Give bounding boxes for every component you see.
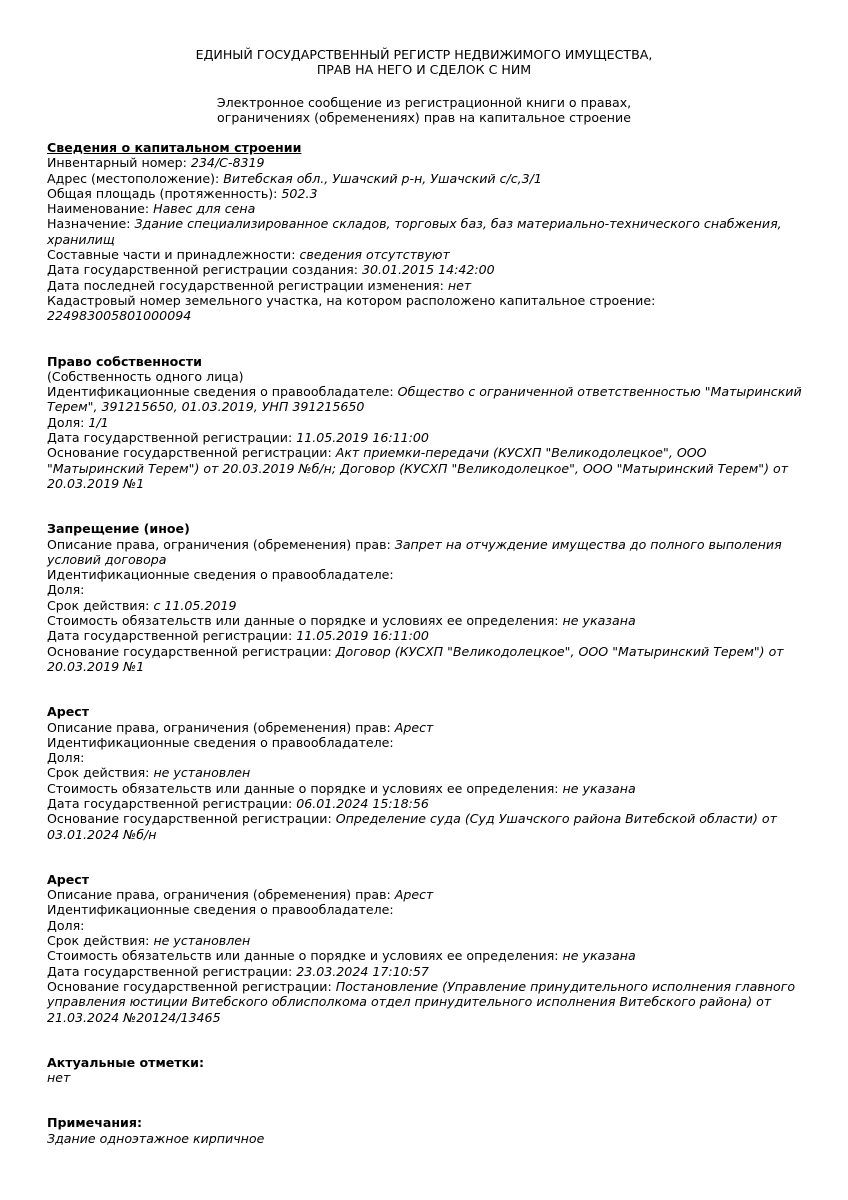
field-label: Составные части и принадлежности: — [47, 247, 300, 263]
cadastral-value: 224983005801000094 — [47, 308, 192, 324]
ownership-section — [47, 354, 807, 492]
subtitle-line-1: Электронное сообщение из регистрационной книги о правах, — [216, 95, 632, 110]
field-value: не указана — [562, 948, 636, 964]
field-label: Основание государственной регистрации: — [47, 811, 336, 827]
registry-title-line-1: ЕДИНЫЙ ГОСУДАРСТВЕННЫЙ РЕГИСТР НЕДВИЖИМОГО ИМУЩЕСТВА, — [195, 47, 653, 62]
field-row — [47, 902, 807, 917]
field-row — [47, 430, 807, 445]
field-value: Здание специализированное складов, торговых баз, баз материально-технического снабжения, хранилищ — [47, 216, 782, 247]
field-row — [47, 964, 807, 979]
field-value: 06.01.2024 15:18:56 — [296, 795, 429, 811]
field-row — [47, 613, 807, 628]
field-row — [47, 979, 807, 1025]
field-value: Договор (КУСХП "Великодолецкое", ООО "Матыринский Терем") от 20.03.2019 №1 — [47, 643, 784, 674]
field-label: Доля: — [47, 917, 85, 933]
field-label: Дата государственной регистрации: — [47, 430, 297, 446]
ownership-note: (Собственность одного лица) — [47, 368, 244, 384]
field-label: Стоимость обязательств или данные о порядке и условиях ее определения: — [47, 613, 563, 629]
field-row — [47, 216, 807, 247]
field-value: Навес для сена — [153, 201, 256, 217]
arrest-1-rows — [47, 720, 807, 842]
field-label: Описание права, ограничения (обременения) прав: — [47, 719, 395, 735]
field-value: не указана — [562, 613, 636, 629]
field-label: Назначение: — [47, 216, 135, 232]
marks-title: Актуальные отметки: — [47, 1054, 204, 1070]
field-value: сведения отсутствуют — [299, 247, 450, 263]
field-value: Арест — [394, 719, 434, 735]
field-row — [47, 887, 807, 902]
field-value: 234/C-8319 — [190, 155, 265, 171]
field-value: 11.05.2019 16:11:00 — [296, 430, 429, 446]
field-label: Описание права, ограничения (обременения) прав: — [47, 536, 395, 552]
field-label: Идентификационные сведения о правообладателе: — [47, 734, 394, 750]
ownership-rows — [47, 384, 807, 491]
field-row — [47, 155, 807, 170]
field-label: Доля: — [47, 750, 85, 766]
field-label: Основание государственной регистрации: — [47, 978, 336, 994]
field-value: 23.03.2024 17:10:57 — [296, 963, 429, 979]
marks-value: нет — [47, 1070, 71, 1086]
field-value: Общество с ограниченной ответственностью "Матыринский Терем", 391215650, 01.03.2019, УНП 391215650 — [47, 384, 802, 415]
field-row — [47, 201, 807, 216]
field-row — [47, 247, 807, 262]
field-value: Постановление (Управление принудительного исполнения главного управления юстиции Витебского облисполкома отдел принудительного исполнения Витебского района) от 21.03.2024 №20124/13465 — [47, 978, 796, 1025]
field-label: Дата государственной регистрации: — [47, 795, 297, 811]
field-row — [47, 720, 807, 735]
arrest-1-title: Арест — [47, 704, 90, 720]
field-label: Доля: — [47, 414, 89, 430]
field-value: Акт приемки-передачи (КУСХП "Великодолецкое", ООО "Матыринский Терем") от 20.03.2019 №б/н; Договор (КУСХП "Великодолецкое", ООО "Матыринский Терем") от 20.03.2019 №1 — [47, 445, 789, 491]
field-label: Стоимость обязательств или данные о порядке и условиях ее определения: — [47, 780, 563, 796]
field-label: Идентификационные сведения о правообладателе: — [47, 567, 394, 583]
field-label: Основание государственной регистрации: — [47, 445, 336, 461]
field-label: Срок действия: — [47, 765, 154, 781]
field-value: не установлен — [153, 765, 251, 781]
notes-title: Примечания: — [47, 1115, 143, 1131]
field-row — [47, 948, 807, 963]
field-value: с 11.05.2019 — [153, 597, 237, 613]
field-label: Адрес (местоположение): — [47, 170, 224, 186]
field-row — [47, 537, 807, 568]
field-row — [47, 933, 807, 948]
field-value: 30.01.2015 14:42:00 — [361, 262, 495, 278]
document-content — [47, 140, 807, 1146]
field-row — [47, 765, 807, 780]
field-row — [47, 171, 807, 186]
prohibition-rows — [47, 537, 807, 675]
field-row — [47, 567, 807, 582]
field-row — [47, 186, 807, 201]
field-label: Дата последней государственной регистрации изменения: — [47, 277, 448, 293]
arrest-2-rows — [47, 887, 807, 1025]
field-value: не указана — [562, 780, 636, 796]
field-row — [47, 278, 807, 293]
field-row — [47, 918, 807, 933]
prohibition-section — [47, 521, 807, 674]
field-label: Описание права, ограничения (обременения) прав: — [47, 887, 395, 903]
field-row — [47, 644, 807, 675]
field-label: Дата государственной регистрации: — [47, 628, 297, 644]
notes-value: Здание одноэтажное кирпичное — [47, 1130, 265, 1146]
prohibition-section-title: Запрещение (иное) — [47, 521, 190, 537]
arrest-section-2 — [47, 872, 807, 1025]
field-label: Дата государственной регистрации: — [47, 963, 297, 979]
field-row — [47, 262, 807, 277]
field-row — [47, 750, 807, 765]
arrest-section-1 — [47, 704, 807, 842]
field-label: Дата государственной регистрации создания: — [47, 262, 362, 278]
field-label: Идентификационные сведения о правообладателе: — [47, 384, 398, 400]
field-value: 502.3 — [281, 185, 318, 201]
subtitle-line-2: ограничениях (обременениях) прав на капитальное строение — [217, 110, 631, 126]
field-value: Определение суда (Суд Ушачского района Витебской области) от 03.01.2024 №б/н — [47, 811, 777, 842]
notes-section — [47, 1115, 807, 1146]
field-value: не установлен — [153, 933, 251, 949]
field-label: Срок действия: — [47, 933, 154, 949]
registry-header — [0, 47, 848, 78]
field-value: Запрет на отчуждение имущества до полного выполения условий договора — [47, 536, 782, 567]
field-label: Основание государственной регистрации: — [47, 643, 336, 659]
field-label: Общая площадь (протяженность): — [47, 185, 282, 201]
field-label: Наименование: — [47, 201, 154, 217]
field-row — [47, 445, 807, 491]
field-row — [47, 735, 807, 750]
arrest-2-title: Арест — [47, 871, 90, 887]
building-rows — [47, 155, 807, 293]
field-row — [47, 781, 807, 796]
message-subtitle — [0, 95, 848, 126]
field-row — [47, 384, 807, 415]
field-row — [47, 598, 807, 613]
field-row — [47, 582, 807, 597]
registry-title-line-2: ПРАВ НА НЕГО И СДЕЛОК С НИМ — [316, 62, 532, 78]
ownership-section-title: Право собственности — [47, 353, 202, 369]
building-section — [47, 140, 807, 324]
field-label: Идентификационные сведения о правообладателе: — [47, 902, 394, 918]
field-value: 11.05.2019 16:11:00 — [296, 628, 429, 644]
field-row — [47, 628, 807, 643]
field-value: 1/1 — [88, 414, 109, 430]
cadastral-label: Кадастровый номер земельного участка, на котором расположено капитальное строение: — [47, 292, 656, 308]
field-value: Арест — [394, 887, 434, 903]
building-section-title: Сведения о капитальном строении — [47, 140, 302, 155]
field-value: Витебская обл., Ушачский р-н, Ушачский с/с,3/1 — [223, 170, 542, 186]
field-label: Доля: — [47, 582, 85, 598]
field-value: нет — [447, 277, 472, 293]
marks-section — [47, 1055, 807, 1086]
field-label: Инвентарный номер: — [47, 155, 191, 171]
field-row — [47, 796, 807, 811]
field-row — [47, 415, 807, 430]
field-label: Стоимость обязательств или данные о порядке и условиях ее определения: — [47, 948, 563, 964]
field-label: Срок действия: — [47, 597, 154, 613]
field-row — [47, 811, 807, 842]
